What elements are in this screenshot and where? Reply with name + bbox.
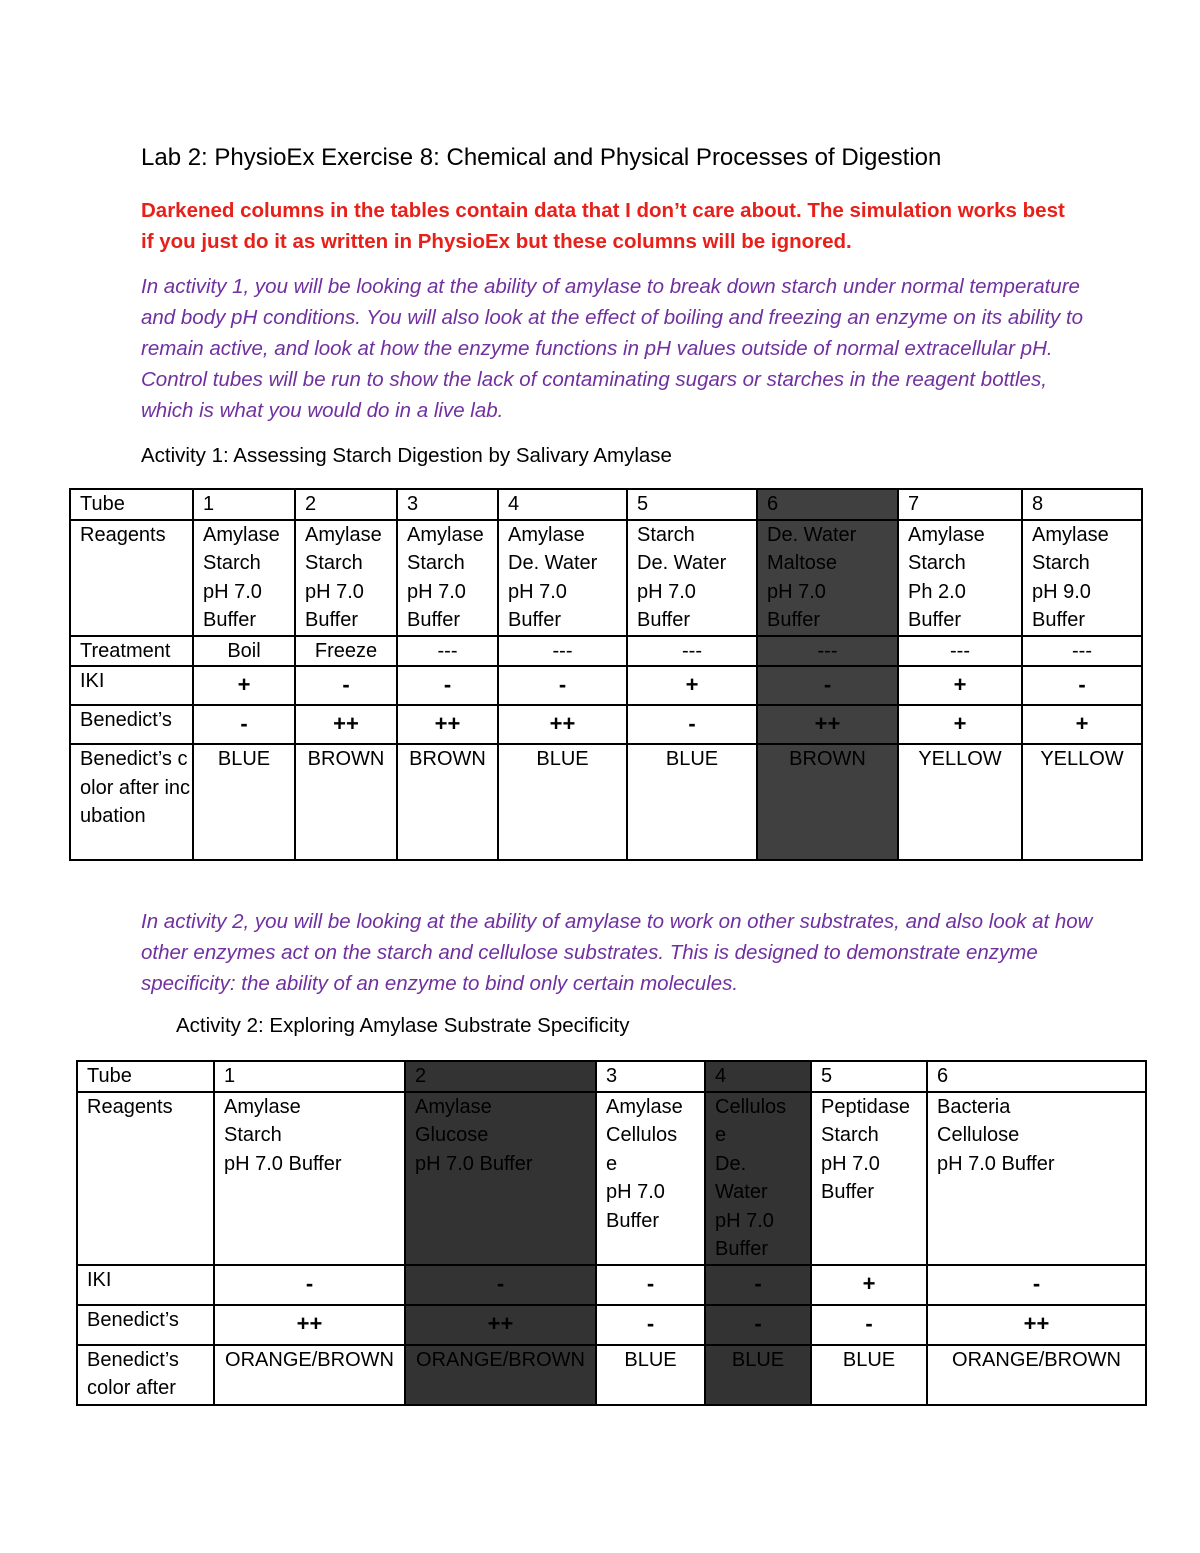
benedicts-result: ++ [757,705,898,744]
treatment-cell: --- [498,636,627,667]
color-result: BLUE [596,1345,705,1405]
row-label-reagents: Reagents [77,1092,214,1265]
treatment-cell: --- [898,636,1022,667]
row-label-benedicts: Benedict’s [77,1305,214,1345]
tube-number: 5 [811,1061,927,1092]
row-label-reagents: Reagents [70,520,193,636]
table-row-benedicts [70,705,1142,744]
iki-result: - [927,1265,1146,1305]
color-result: ORANGE/BROWN [927,1345,1146,1405]
table-row-reagents [77,1092,1146,1265]
benedicts-result: ++ [214,1305,405,1345]
benedicts-result: + [898,705,1022,744]
page-title: Lab 2: PhysioEx Exercise 8: Chemical and Physical Processes of Digestion [141,144,942,171]
benedicts-result: - [596,1305,705,1345]
activity1-table [69,488,1143,861]
treatment-cell: --- [1022,636,1142,667]
table-row-benedicts [77,1305,1146,1345]
tube-number: 1 [214,1061,405,1092]
treatment-cell: --- [627,636,757,667]
benedicts-result: ++ [927,1305,1146,1345]
iki-result: - [498,666,627,705]
benedicts-result: - [627,705,757,744]
reagents-cell: Amylase Starch pH 7.0 Buffer [397,520,498,636]
iki-result: - [705,1265,811,1305]
benedicts-result: ++ [295,705,397,744]
reagents-cell: Cellulos e De. Water pH 7.0 Buffer [705,1092,811,1265]
benedicts-result: + [1022,705,1142,744]
tube-number: 5 [627,489,757,520]
benedicts-result: ++ [405,1305,596,1345]
table-row-tube [70,489,1142,520]
benedicts-result: - [705,1305,811,1345]
reagents-cell: Bacteria Cellulose pH 7.0 Buffer [927,1092,1146,1265]
tube-number: 8 [1022,489,1142,520]
reagents-cell: Starch De. Water pH 7.0 Buffer [627,520,757,636]
reagents-cell: Peptidase Starch pH 7.0 Buffer [811,1092,927,1265]
tube-number: 2 [405,1061,596,1092]
iki-result: - [397,666,498,705]
reagents-cell: Amylase Starch pH 7.0 Buffer [214,1092,405,1265]
row-label-iki: IKI [77,1265,214,1305]
benedicts-result: ++ [498,705,627,744]
table-row-treatment [70,636,1142,667]
row-label-color: Benedict’s color after [77,1345,214,1405]
reagents-cell: Amylase Starch Ph 2.0 Buffer [898,520,1022,636]
table-row-iki [70,666,1142,705]
tube-number: 7 [898,489,1022,520]
warning-note: Darkened columns in the tables contain data that I don’t care about. The simulation works best if you just do it as written in PhysioEx but these columns will be ignored. [141,199,1065,253]
tube-number: 6 [927,1061,1146,1092]
iki-result: - [214,1265,405,1305]
activity2-table [76,1060,1147,1406]
row-label-color: Benedict’s color after incubation [70,744,193,860]
table-row-tube [77,1061,1146,1092]
iki-result: - [757,666,898,705]
table-row-reagents [70,520,1142,636]
activity2-intro: In activity 2, you will be looking at the ability of amylase to work on other substrates, and also look at how other enzymes act on the starch and cellulose substrates. This is designed to demonstrate enzyme specificity: the ability of an enzyme to bind only certain molecules. [141,910,1093,995]
row-label-tube: Tube [77,1061,214,1092]
benedicts-result: ++ [397,705,498,744]
iki-result: + [811,1265,927,1305]
color-result: BROWN [397,744,498,860]
activity1-heading: Activity 1: Assessing Starch Digestion by Salivary Amylase [141,444,672,467]
treatment-cell: --- [397,636,498,667]
color-result: BLUE [705,1345,811,1405]
color-result: ORANGE/BROWN [214,1345,405,1405]
table-row-color [77,1345,1146,1405]
reagents-cell: Amylase Cellulos e pH 7.0 Buffer [596,1092,705,1265]
tube-number: 3 [596,1061,705,1092]
reagents-cell: Amylase Glucose pH 7.0 Buffer [405,1092,596,1265]
color-result: BLUE [811,1345,927,1405]
row-label-tube: Tube [70,489,193,520]
color-result: BLUE [498,744,627,860]
table-row-color [70,744,1142,860]
tube-number: 4 [705,1061,811,1092]
color-result: BROWN [295,744,397,860]
benedicts-result: - [193,705,295,744]
reagents-cell: Amylase De. Water pH 7.0 Buffer [498,520,627,636]
tube-number: 2 [295,489,397,520]
tube-number: 1 [193,489,295,520]
iki-result: + [898,666,1022,705]
tube-number: 6 [757,489,898,520]
activity1-intro: In activity 1, you will be looking at the ability of amylase to break down starch under normal temperature and body pH conditions. You will also look at the effect of boiling and freezing an enzyme on its ability to remain active, and look at how the enzyme functions in pH values outside of normal extracellular pH. Control tubes will be run to show the lack of contaminating sugars or starches in the reagent bottles, which is what you would do in a live lab. [141,275,1084,422]
benedicts-result: - [811,1305,927,1345]
row-label-benedicts: Benedict’s [70,705,193,744]
reagents-cell: Amylase Starch pH 9.0 Buffer [1022,520,1142,636]
color-result: ORANGE/BROWN [405,1345,596,1405]
treatment-cell: Boil [193,636,295,667]
iki-result: - [1022,666,1142,705]
row-label-iki: IKI [70,666,193,705]
iki-result: - [295,666,397,705]
treatment-cell: --- [757,636,898,667]
tube-number: 4 [498,489,627,520]
iki-result: - [596,1265,705,1305]
table-row-iki [77,1265,1146,1305]
iki-result: + [627,666,757,705]
reagents-cell: Amylase Starch pH 7.0 Buffer [193,520,295,636]
tube-number: 3 [397,489,498,520]
iki-result: - [405,1265,596,1305]
color-result: BLUE [627,744,757,860]
color-result: BLUE [193,744,295,860]
color-result: YELLOW [1022,744,1142,860]
row-label-treatment: Treatment [70,636,193,667]
iki-result: + [193,666,295,705]
reagents-cell: Amylase Starch pH 7.0 Buffer [295,520,397,636]
color-result: BROWN [757,744,898,860]
activity2-heading: Activity 2: Exploring Amylase Substrate Specificity [176,1014,630,1037]
reagents-cell: De. Water Maltose pH 7.0 Buffer [757,520,898,636]
treatment-cell: Freeze [295,636,397,667]
color-result: YELLOW [898,744,1022,860]
